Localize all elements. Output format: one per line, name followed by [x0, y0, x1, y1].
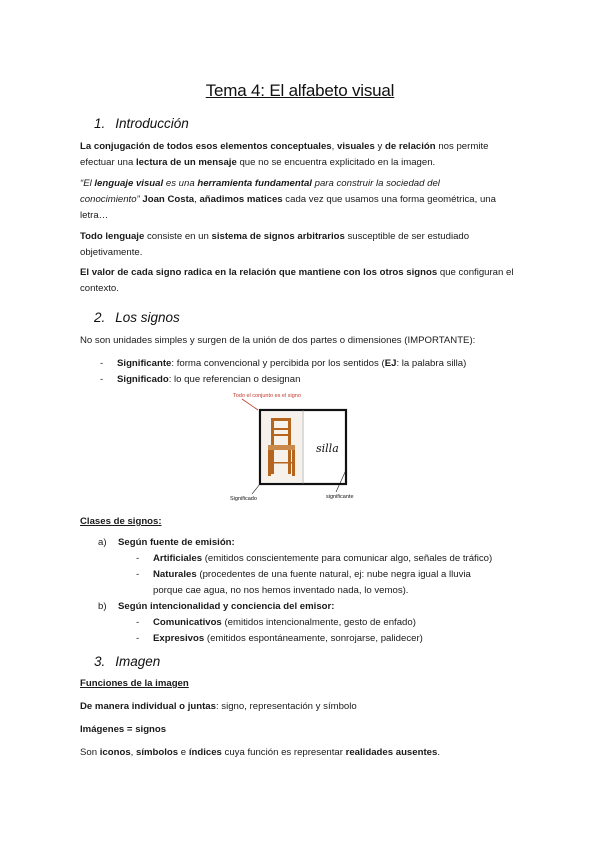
- imagen-paragraph-2: Imágenes = signos: [80, 724, 167, 735]
- figure-label-significante: significante: [326, 494, 354, 500]
- list-item-significante: - Significante: forma convencional y percibida por los sentidos (EJ: la palabra silla): [100, 358, 467, 369]
- intro-paragraph-3: Todo lenguaje consiste en un sistema de signos arbitrarios susceptible de ser estudiado objetivamente.: [80, 231, 470, 258]
- caption-arrow: [242, 399, 258, 410]
- figure-label-significado: Significado: [230, 496, 257, 502]
- clases-title: Clases de signos:: [80, 516, 162, 527]
- right-pointer: [336, 470, 346, 492]
- section-heading-signos: 2. Los signos: [94, 310, 180, 325]
- section-title: Introducción: [115, 116, 189, 131]
- list-item-comunicativos: - Comunicativos (emitidos intencionalmente, gesto de enfado): [136, 617, 416, 628]
- section-number: 1.: [94, 116, 106, 131]
- signos-intro: No son unidades simples y surgen de la unión de dos partes o dimensiones (IMPORTANTE):: [80, 335, 476, 346]
- figure-word-silla: silla: [316, 442, 339, 455]
- list-item-significado: - Significado: lo que referencian o designan: [100, 374, 301, 385]
- sign-diagram-svg: [230, 390, 370, 502]
- figure-caption-top: Todo el conjunto es el signo: [233, 393, 301, 399]
- list-item-artificiales: - Artificiales (emitidos conscientemente para comunicar algo, señales de tráfico): [136, 553, 493, 564]
- intro-paragraph-quote: “El lenguaje visual es una herramienta fundamental para construir la sociedad del conocimiento” Joan Costa, añadimos matices cada vez que usamos una forma geométrica, una letra…: [80, 178, 496, 221]
- list-item-naturales: - Naturales (procedentes de una fuente natural, ej: nube negra igual a lluvia porque cae agua, no nos hemos inventado nada, lo vemos).: [136, 569, 471, 596]
- left-pointer: [252, 484, 260, 494]
- class-b-heading: b) Según intencionalidad y conciencia del emisor:: [98, 601, 335, 612]
- sign-diagram-figure: [230, 390, 370, 502]
- intro-paragraph-4: El valor de cada signo radica en la relación que mantiene con los otros signos que configuran el contexto.: [80, 267, 514, 294]
- section-heading-imagen: 3. Imagen: [94, 654, 161, 669]
- intro-paragraph-1: La conjugación de todos esos elementos conceptuales, visuales y de relación nos permite efectuar una lectura de un mensaje que no se encuentra explicitado en la imagen.: [80, 141, 489, 168]
- class-a-heading: a) Según fuente de emisión:: [98, 537, 235, 548]
- imagen-paragraph-1: De manera individual o juntas: signo, representación y símbolo: [80, 701, 357, 712]
- list-item-expresivos: - Expresivos (emitidos espontáneamente, sonrojarse, palidecer): [136, 633, 423, 644]
- section-heading-introduccion: [94, 115, 189, 133]
- imagen-paragraph-3: Son iconos, símbolos e índices cuya función es representar realidades ausentes.: [80, 747, 441, 758]
- page-title: Tema 4: El alfabeto visual: [205, 81, 395, 100]
- funciones-title: Funciones de la imagen: [80, 678, 189, 689]
